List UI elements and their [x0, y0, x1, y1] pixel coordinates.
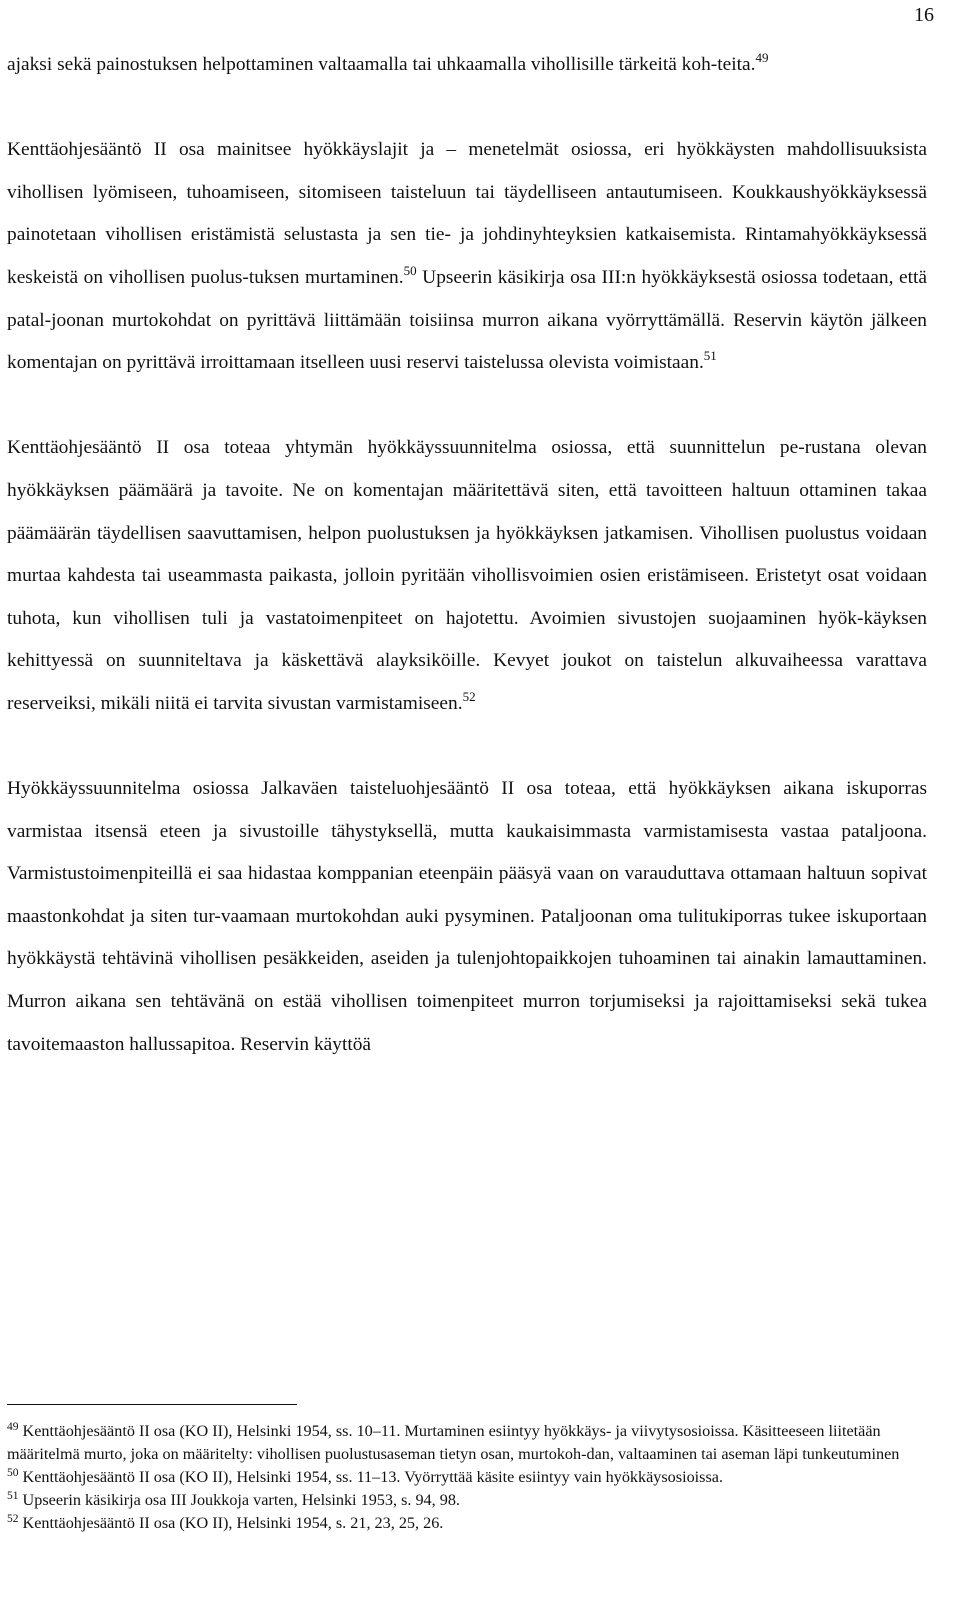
footnote-ref-50: 50: [403, 262, 417, 278]
page-number: 16: [914, 4, 934, 26]
footnotes: [7, 1420, 932, 1535]
footnote-ref-52: 52: [462, 688, 476, 704]
footnote-divider: [7, 1404, 297, 1405]
footnote-52: [7, 1512, 932, 1535]
footnote-number: 50: [7, 1467, 19, 1479]
paragraph-3: [7, 427, 927, 725]
paragraph-2: [7, 129, 927, 385]
paragraph-4: [7, 768, 927, 1066]
footnote-ref-49: 49: [755, 50, 769, 65]
footnote-text: Upseerin käsikirja osa III Joukkoja varten, Helsinki 1953, s. 94, 98.: [18, 1491, 460, 1509]
footnote-number: 49: [7, 1421, 19, 1433]
footnote-49: [7, 1420, 932, 1466]
footnote-text: Kenttäohjesääntö II osa (KO II), Helsinki 1954, ss. 10–11. Murtaminen esiintyy hyökkäys- ja viivytysosioissa. Käsitteeseen liitetään määritelmä murto, joka on määritelty: vihollisen puolustusaseman tietyn osan, murtokoh-dan, valtaaminen tai aseman läpi tunkeutuminen: [7, 1422, 900, 1463]
footnote-50: [7, 1466, 932, 1489]
paragraph-text: Kenttäohjesääntö II osa toteaa yhtymän hyökkäyssuunnitelma osiossa, että suunnittelun pe-rustana olevan hyökkäyksen päämäärä ja tavoite. Ne on komentajan määritettävä siten, että tavoitteen haltuun ottaminen takaa päämäärän täydellisen saavuttamisen, helpon puolustuksen ja hyökkäyksen jatkamisen. Vihollisen puolustus voidaan murtaa kahdesta tai useammasta paikasta, jolloin pyritään vihollisvoimien osien eristämiseen. Eristetyt osat voidaan tuhota, kun vihollisen tuli ja vastatoimenpiteet on hajotettu. Avoimien sivustojen suojaaminen hyök-käyksen kehittyessä on suunniteltava ja käskettävä alayksiköille. Kevyet joukot on taistelun alkuvaiheessa varattava reserveiksi, mikäli niitä ei tarvita sivustan varmistamiseen.: [7, 437, 927, 714]
paragraph-text: Upseerin käsikirja osa III:n hyökkäyksestä osiossa todetaan, että patal-joonan murtokohdat on pyrittävä liittämään toisiinsa murron aikana vyörryttämällä. Reservin käytön jälkeen komentajan on pyrittävä irroittamaan itselleen uusi reservi taistelussa olevista voimistaan.: [7, 266, 927, 374]
footnote-number: 51: [7, 1490, 19, 1502]
footnote-51: [7, 1489, 932, 1512]
footnote-ref-51: 51: [703, 348, 717, 364]
paragraph-1: [7, 44, 927, 87]
footnote-number: 52: [7, 1513, 19, 1525]
body-text: [7, 44, 927, 1066]
paragraph-text: Hyökkäyssuunnitelma osiossa Jalkaväen taisteluohjesääntö II osa toteaa, että hyökkäyksen aikana iskuporras varmistaa itsensä eteen ja sivustoille tähystyksellä, mutta kaukaisimmasta varmistamisesta vastaa pataljoona. Varmistustoimenpiteillä ei saa hidastaa komppanian eteenpäin pääsyä vaan on varauduttava ottamaan haltuun sopivat maastonkohdat ja siten tur-vaamaan murtokohdan auki pysyminen. Pataljoonan oma tulitukiporras tukee iskuportaan hyökkäystä tehtävinä vihollisen pesäkkeiden, aseiden ja tulenjohtopaikkojen tuhoaminen tai ainakin lamauttaminen. Murron aikana sen tehtävänä on estää vihollisen toimenpiteet murron torjumiseksi ja rajoittamiseksi sekä tukea tavoitemaaston hallussapitoa. Reservin käyttöä: [7, 778, 927, 1055]
paragraph-text: ajaksi sekä painostuksen helpottaminen valtaamalla tai uhkaamalla vihollisille tärkeitä koh-teita.: [7, 54, 756, 75]
footnote-text: Kenttäohjesääntö II osa (KO II), Helsinki 1954, s. 21, 23, 25, 26.: [18, 1514, 444, 1532]
paragraph-text: Kenttäohjesääntö II osa mainitsee hyökkäyslajit ja – menetelmät osiossa, eri hyökkäysten mahdollisuuksista vihollisen lyömiseen, tuhoamiseen, sitomiseen taisteluun tai täydelliseen antautumiseen. Koukkaushyökkäyksessä painotetaan vihollisen eristämistä selustasta ja sen tie- ja johdinyhteyksien katkaisemista. Rintamahyökkäyksessä keskeistä on vihollisen puolus-tuksen murtaminen.: [7, 139, 927, 288]
footnote-text: Kenttäohjesääntö II osa (KO II), Helsinki 1954, ss. 11–13. Vyörryttää käsite esiintyy vain hyökkäysosioissa.: [18, 1468, 723, 1486]
